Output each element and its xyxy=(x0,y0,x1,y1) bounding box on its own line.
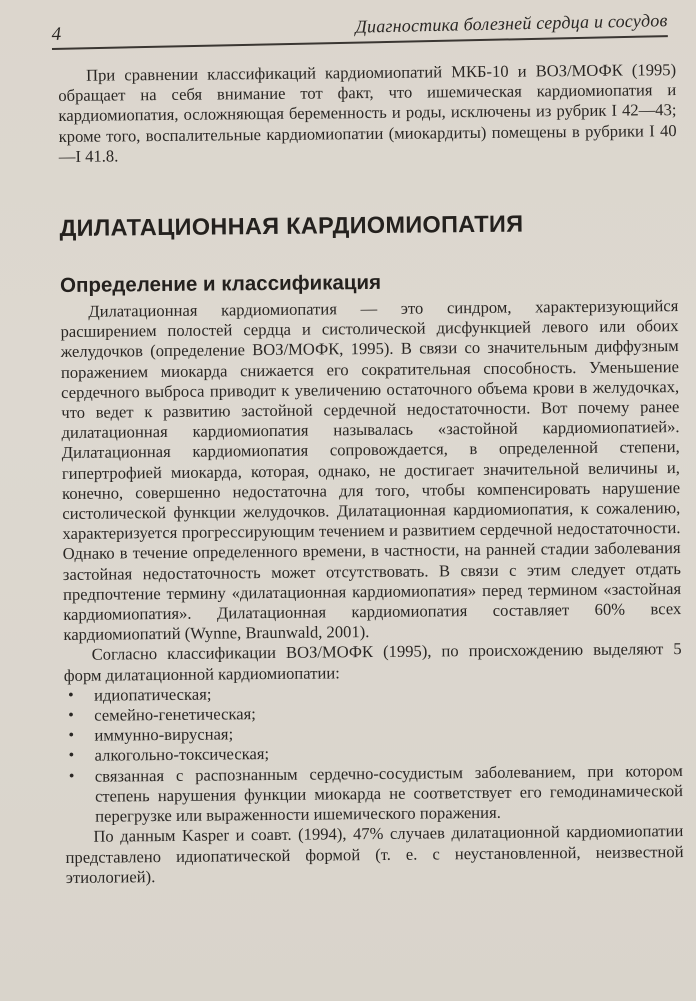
closing-paragraph: По данным Kasper и соавт. (1994), 47% случаев дилатационной кардиомиопатии представлено идиопатической формой (т. е. с неустановленной, неизвестной этиологией). xyxy=(65,821,684,887)
list-item: • семейно-генетическая; xyxy=(64,700,682,726)
list-item: • алкогольно-токсическая; xyxy=(65,741,683,767)
page-number: 4 xyxy=(51,23,62,46)
classification-paragraph: Согласно классификации ВОЗ/МОФК (1995), по происхождению выделяют 5 форм дилатационной кардиомиопатии: xyxy=(63,639,682,685)
definition-paragraph: Дилатационная кардиомиопатия — это синдром, характеризующийся расширением полостей сердца и систолической дисфункцией левого или обоих желудочков (определение ВОЗ/МОФК, 1995). В связи со значительным диффузным поражением миокарда снижается его сократительная способность. Уменьшение сердечного выброса приводит к увеличению остаточного объема крови в желудочках, что ведет к развитию застойной сердечной недостаточности. Вот почему ранее дилатационная кардиомиопатия называлась «застойной кардиомиопатией». Дилатационная кардиомиопатия сопровождается, в определенной степени, гипертрофией миокарда, которая, однако, не достигает значительной величины и, конечно, совершенно недостаточна для того, чтобы компенсировать нарушение систолической функции желудочков. Дилатационная кардиомиопатия, к сожалению, характеризуется прогрессирующим течением и развитием сердечной недостаточности. Однако в течение определенного времени, в частности, на ранней стадии заболевания застойная недостаточность может отсутствовать. В связи с этим следует отдать предпочтение термину «дилатационная кардиомиопатия» перед термином «застойная кардиомиопатия». Дилатационная кардиомиопатия составляет 60% всех кардиомиопатий (Wynne, Braunwald, 2001). xyxy=(60,296,682,645)
list-item: • иммунно-вирусная; xyxy=(64,720,682,746)
list-item: • идиопатическая; xyxy=(64,680,682,706)
forms-list xyxy=(64,680,683,827)
section-title: Определение и классификация xyxy=(59,270,382,298)
intro-paragraph: При сравнении классификаций кардиомиопатий МКБ-10 и ВОЗ/МОФК (1995) обращает на себя внимание тот факт, что ишемическая кардиомиопатия и кардиомиопатия, осложняющая беременность и роды, исключены из рубрик I 42—43; кроме того, воспалительные кардиомиопатии (миокардиты) помещены в рубрики I 40—I 41.8. xyxy=(58,60,677,166)
chapter-title: ДИЛАТАЦИОННАЯ КАРДИОМИОПАТИЯ xyxy=(59,210,524,242)
page-content xyxy=(58,60,684,888)
running-header xyxy=(51,0,668,50)
running-title: Диагностика болезней сердца и сосудов xyxy=(355,10,668,37)
list-item: • связанная с распознанным сердечно-сосудистым заболеванием, при котором степень нарушения функции миокарда не соответствует его гемодинамической перегрузке или выраженности ишемического поражения. xyxy=(65,761,684,828)
